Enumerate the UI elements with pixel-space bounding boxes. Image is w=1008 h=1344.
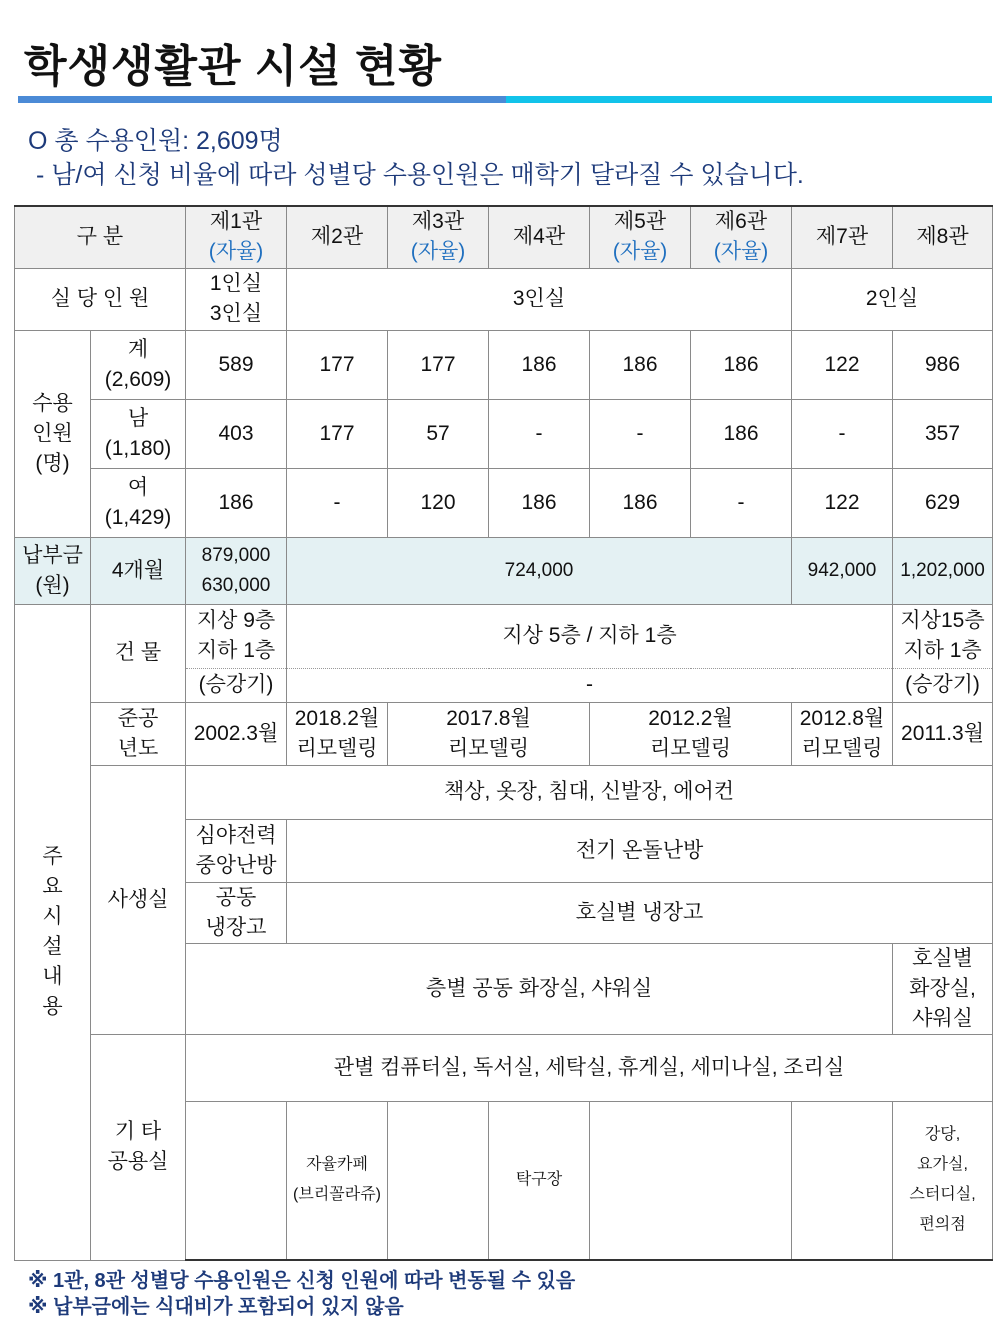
- fee-period: 4개월: [91, 537, 186, 604]
- room-row: [15, 268, 993, 330]
- fee-h7: 942,000: [792, 537, 893, 604]
- etc-h8: 강당, 요가실, 스터디실, 편의점: [893, 1101, 993, 1260]
- etc-h5-6: [590, 1101, 792, 1260]
- etc-h1: [186, 1101, 287, 1260]
- capacity-female-h3: 120: [388, 468, 489, 537]
- summary: [28, 124, 804, 192]
- built-h3-4: 2017.8월 리모델링: [388, 702, 590, 765]
- rooms-furniture: 책상, 옷장, 침대, 신발장, 에어컨: [186, 765, 993, 819]
- capacity-female-h4: 186: [489, 468, 590, 537]
- facility-side-label: 주 요 시 설 내 용: [15, 604, 91, 1260]
- capacity-label: 수용 인원 (명): [15, 330, 91, 537]
- capacity-female-h1: 186: [186, 468, 287, 537]
- footnotes: [28, 1268, 575, 1320]
- rooms-furniture-row: [15, 765, 993, 819]
- rooms-bath-rest: 층별 공동 화장실, 샤워실: [186, 943, 893, 1034]
- header-hall-6: 제6관 (자율): [691, 206, 792, 268]
- fee-label: 납부금 (원): [15, 537, 91, 604]
- rooms-heating-rest: 전기 온돌난방: [287, 819, 993, 882]
- capacity-female-row: [15, 468, 993, 537]
- title-underline-right: [506, 96, 992, 103]
- rooms-fridge-h1: 공동 냉장고: [186, 882, 287, 943]
- capacity-male-h1: 403: [186, 399, 287, 468]
- header-hall-7: 제7관: [792, 206, 893, 268]
- etc-common: 관별 컴퓨터실, 독서실, 세탁실, 휴게실, 세미나실, 조리실: [186, 1034, 993, 1101]
- capacity-male-h4: -: [489, 399, 590, 468]
- rooms-fridge-rest: 호실별 냉장고: [287, 882, 993, 943]
- header-hall-2: 제2관: [287, 206, 388, 268]
- fee-row: [15, 537, 993, 604]
- building-h2-7: 지상 5층 / 지하 1층: [287, 604, 893, 668]
- built-h2: 2018.2월 리모델링: [287, 702, 388, 765]
- capacity-male-row: [15, 399, 993, 468]
- capacity-male-h5: -: [590, 399, 691, 468]
- facility-table: [14, 205, 993, 1261]
- capacity-male-h2: 177: [287, 399, 388, 468]
- header-hall-4: 제4관: [489, 206, 590, 268]
- fee-h8: 1,202,000: [893, 537, 993, 604]
- fee-h2-6: 724,000: [287, 537, 792, 604]
- header-hall-1: 제1관 (자율): [186, 206, 287, 268]
- capacity-total-h8: 986: [893, 330, 993, 399]
- rooms-bath-h8: 호실별 화장실, 샤워실: [893, 943, 993, 1034]
- capacity-male-h8: 357: [893, 399, 993, 468]
- rooms-label: 사생실: [91, 765, 186, 1034]
- capacity-total-label: 계 (2,609): [91, 330, 186, 399]
- capacity-male-h6: 186: [691, 399, 792, 468]
- etc-common-row: [15, 1034, 993, 1101]
- capacity-total-h5: 186: [590, 330, 691, 399]
- capacity-total-row: [15, 330, 993, 399]
- building-h1: 지상 9층 지하 1층: [186, 604, 287, 668]
- built-h8: 2011.3월: [893, 702, 993, 765]
- capacity-total-h2: 177: [287, 330, 388, 399]
- header-gubun: 구 분: [15, 206, 186, 268]
- capacity-female-label: 여 (1,429): [91, 468, 186, 537]
- built-h1: 2002.3월: [186, 702, 287, 765]
- footnote-1: ※ 1관, 8관 성별당 수용인원은 신청 인원에 따라 변동될 수 있음: [28, 1270, 576, 1292]
- capacity-total-h4: 186: [489, 330, 590, 399]
- summary-total: O 총 수용인원: 2,609명: [28, 127, 283, 155]
- footnote-2: ※ 납부금에는 식대비가 포함되어 있지 않음: [28, 1296, 404, 1318]
- building-label: 건 물: [91, 604, 186, 702]
- page-title: 학생생활관 시설 현황: [24, 42, 442, 91]
- etc-h3: [388, 1101, 489, 1260]
- header-hall-3: 제3관 (자율): [388, 206, 489, 268]
- etc-h2: 자율카페 (브리꼴라쥬): [287, 1101, 388, 1260]
- elevator-h8: (승강기): [893, 668, 993, 702]
- title-underline-left: [18, 96, 506, 103]
- built-h5-6: 2012.2월 리모델링: [590, 702, 792, 765]
- capacity-female-h7: 122: [792, 468, 893, 537]
- room-label: 실 당 인 원: [15, 268, 186, 330]
- summary-note: - 남/여 신청 비율에 따라 성별당 수용인원은 매학기 달라질 수 있습니다.: [36, 161, 804, 189]
- rooms-heating-h1: 심야전력 중앙난방: [186, 819, 287, 882]
- capacity-total-h6: 186: [691, 330, 792, 399]
- capacity-female-h5: 186: [590, 468, 691, 537]
- capacity-male-h7: -: [792, 399, 893, 468]
- capacity-total-h1: 589: [186, 330, 287, 399]
- etc-h7: [792, 1101, 893, 1260]
- building-h8: 지상15층 지하 1층: [893, 604, 993, 668]
- room-h7-8: 2인실: [792, 268, 993, 330]
- capacity-female-h2: -: [287, 468, 388, 537]
- header-hall-8: 제8관: [893, 206, 993, 268]
- capacity-male-label: 남 (1,180): [91, 399, 186, 468]
- room-h2-6: 3인실: [287, 268, 792, 330]
- fee-h1: 879,000 630,000: [186, 537, 287, 604]
- capacity-total-h3: 177: [388, 330, 489, 399]
- built-h7: 2012.8월 리모델링: [792, 702, 893, 765]
- header-row: [15, 206, 993, 268]
- elevator-h2-7: -: [287, 668, 893, 702]
- building-row: [15, 604, 993, 668]
- capacity-female-h8: 629: [893, 468, 993, 537]
- capacity-male-h3: 57: [388, 399, 489, 468]
- elevator-h1: (승강기): [186, 668, 287, 702]
- capacity-total-h7: 122: [792, 330, 893, 399]
- etc-h4: 탁구장: [489, 1101, 590, 1260]
- etc-label: 기 타 공용실: [91, 1034, 186, 1260]
- header-hall-5: 제5관 (자율): [590, 206, 691, 268]
- capacity-female-h6: -: [691, 468, 792, 537]
- room-h1: 1인실 3인실: [186, 268, 287, 330]
- built-row: [15, 702, 993, 765]
- built-label: 준공 년도: [91, 702, 186, 765]
